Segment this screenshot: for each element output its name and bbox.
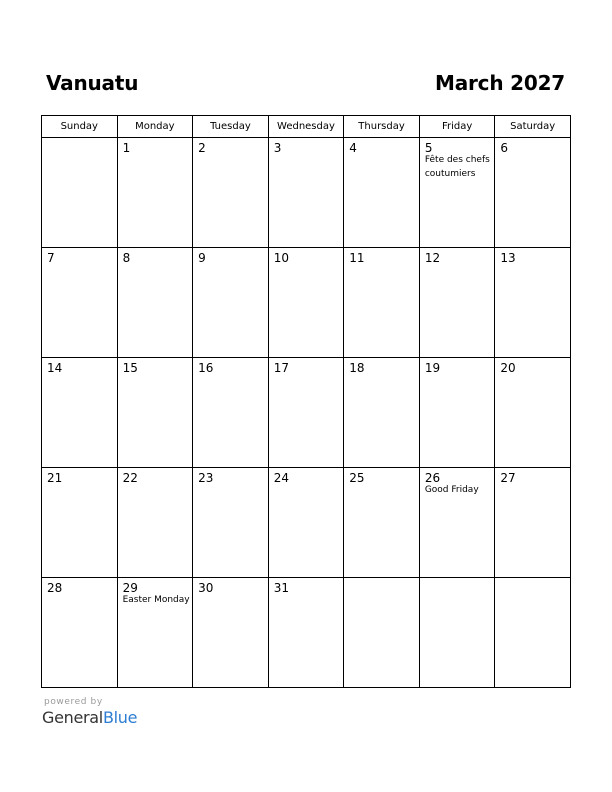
weekday-monday: Monday: [117, 116, 193, 138]
day-cell: [344, 138, 420, 248]
day-number: 2: [198, 141, 206, 155]
day-cell: [268, 358, 344, 468]
calendar-grid: [41, 115, 571, 688]
brand-blue-text: Blue: [102, 708, 138, 727]
holiday-label: Easter Monday: [122, 595, 190, 605]
day-cell: [495, 578, 571, 688]
day-cell: [42, 138, 118, 248]
day-number: [344, 578, 419, 581]
day-number: 28: [47, 581, 63, 595]
day-cell: [42, 468, 118, 578]
day-cell: [193, 358, 269, 468]
generalblue-logo[interactable]: [42, 708, 137, 727]
day-cell: [419, 578, 495, 688]
day-number: 23: [198, 471, 214, 485]
day-number: 11: [349, 251, 365, 265]
day-cell: [117, 578, 193, 688]
week-row: [42, 358, 571, 468]
day-cell: [42, 578, 118, 688]
day-number: 6: [500, 141, 509, 155]
day-number: 12: [424, 251, 441, 265]
day-number: 13: [500, 251, 516, 265]
week-row: [42, 138, 571, 248]
day-cell: [268, 468, 344, 578]
day-cell: [344, 578, 420, 688]
day-number: 14: [47, 361, 63, 375]
powered-by-text: powered by: [44, 697, 103, 707]
day-number: 10: [273, 251, 289, 265]
holiday-label: Good Friday: [424, 485, 479, 495]
holiday-label: Fête des chefs coutumiers: [424, 155, 490, 179]
brand-general-text: General: [42, 708, 103, 727]
day-cell: [419, 358, 495, 468]
month-year-title: March 2027: [435, 71, 565, 95]
day-number: 19: [424, 361, 441, 375]
day-cell: [419, 248, 495, 358]
day-number: 17: [273, 361, 289, 375]
day-number: 16: [198, 361, 214, 375]
day-number: 22: [122, 471, 138, 485]
day-cell: [193, 578, 269, 688]
day-number: 5: [424, 141, 433, 155]
day-cell: [344, 468, 420, 578]
day-number: 15: [122, 361, 138, 375]
day-cell: [268, 138, 344, 248]
day-number: 31: [273, 581, 289, 595]
day-cell: [495, 468, 571, 578]
day-cell: [193, 138, 269, 248]
week-row: [42, 248, 571, 358]
day-cell: [268, 578, 344, 688]
day-cell: [419, 138, 495, 248]
day-number: 9: [198, 251, 206, 265]
day-number: 26: [424, 471, 441, 485]
day-number: [420, 578, 495, 581]
day-number: [42, 138, 117, 141]
day-cell: [495, 358, 571, 468]
day-cell: [42, 248, 118, 358]
weekday-friday: Friday: [419, 116, 495, 138]
day-cell: [193, 248, 269, 358]
day-cell: [495, 138, 571, 248]
day-number: 29: [122, 581, 138, 595]
day-cell: [42, 358, 118, 468]
day-number: 25: [349, 471, 365, 485]
weekday-header-row: [42, 116, 571, 138]
day-cell: [117, 468, 193, 578]
day-cell: [419, 468, 495, 578]
day-number: 30: [198, 581, 214, 595]
day-number: 18: [349, 361, 365, 375]
weekday-saturday: Saturday: [495, 116, 571, 138]
weekday-wednesday: Wednesday: [268, 116, 344, 138]
day-number: [495, 578, 570, 581]
week-row: [42, 468, 571, 578]
day-cell: [117, 138, 193, 248]
weekday-tuesday: Tuesday: [193, 116, 269, 138]
weekday-thursday: Thursday: [344, 116, 420, 138]
day-number: 8: [122, 251, 131, 265]
day-number: 7: [47, 251, 55, 265]
day-cell: [344, 248, 420, 358]
day-number: 21: [47, 471, 63, 485]
day-number: 3: [273, 141, 282, 155]
week-row: [42, 578, 571, 688]
day-cell: [344, 358, 420, 468]
day-number: 4: [349, 141, 357, 155]
country-title: Vanuatu: [46, 71, 139, 95]
weekday-sunday: Sunday: [42, 116, 118, 138]
day-number: 1: [122, 141, 131, 155]
day-number: 20: [500, 361, 516, 375]
day-cell: [268, 248, 344, 358]
day-number: 27: [500, 471, 516, 485]
day-cell: [495, 248, 571, 358]
day-cell: [117, 358, 193, 468]
day-number: 24: [273, 471, 289, 485]
day-cell: [193, 468, 269, 578]
day-cell: [117, 248, 193, 358]
